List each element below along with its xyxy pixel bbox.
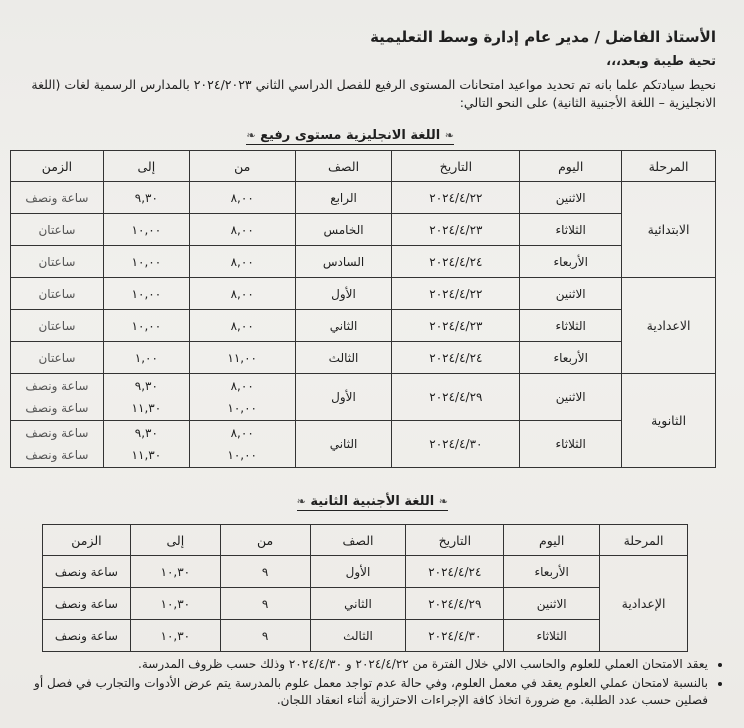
notes-section (22, 656, 722, 711)
header-from: من (189, 151, 295, 182)
from-cell: ١١,٠٠ (189, 342, 295, 374)
to-value-1: ٩,٣٠ (134, 426, 158, 440)
header-stage: المرحلة (600, 525, 688, 556)
header-from: من (220, 525, 310, 556)
duration-cell: ساعة ونصف (43, 556, 131, 588)
duration-cell: ساعتان (11, 310, 104, 342)
duration-cell: ساعتان (11, 214, 104, 246)
date-cell: ٢٠٢٤/٤/٢٩ (406, 588, 504, 620)
table-row (11, 278, 716, 310)
day-cell: الاثنين (504, 588, 600, 620)
table-row (11, 246, 716, 278)
duration-cell: ساعة ونصف (43, 588, 131, 620)
stage-cell-secondary: الثانوية (622, 374, 716, 468)
stage-cell-preparatory: الإعدادية (600, 556, 688, 652)
intro-paragraph: نحيط سيادتكم علما بانه تم تحديد مواعيد امتحانات المستوى الرفيع للفصل الدراسي الثاني ٢٠٢٤/٢٠٢٣ بالمدارس الرسمية لغات (اللغة الانجليزية – اللغة الأجنبية الثانية) على النحو التالي: (31, 77, 716, 110)
table-row (11, 342, 716, 374)
ornament-icon: ❧ (296, 495, 306, 508)
duration-cell: ساعتان (11, 278, 104, 310)
grade-cell: الرابع (295, 182, 392, 214)
date-cell: ٢٠٢٤/٤/٢٤ (406, 556, 504, 588)
salutation: الأستاذ الفاضل / مدير عام إدارة وسط التعليمية (370, 28, 716, 46)
greeting: تحية طيبة وبعد،،، (606, 54, 716, 69)
day-cell: الأربعاء (520, 342, 622, 374)
from-cell (189, 421, 295, 468)
day-cell: الثلاثاء (504, 620, 600, 652)
header-day: اليوم (520, 151, 622, 182)
duration-cell: ساعة ونصف (43, 620, 131, 652)
day-cell: الاثنين (520, 182, 622, 214)
duration-cell (11, 421, 104, 468)
header-to: إلى (103, 151, 189, 182)
grade-cell: الثالث (295, 342, 392, 374)
date-cell: ٢٠٢٤/٤/٢٤ (392, 246, 520, 278)
to-cell: ٩,٣٠ (103, 182, 189, 214)
grade-cell: الثاني (295, 310, 392, 342)
from-cell: ٨,٠٠ (189, 182, 295, 214)
grade-cell: الثالث (310, 620, 406, 652)
date-cell: ٢٠٢٤/٤/٢٣ (392, 310, 520, 342)
to-cell: ١٠,٠٠ (103, 310, 189, 342)
top-edge (0, 0, 744, 10)
from-cell: ٨,٠٠ (189, 214, 295, 246)
from-cell (189, 374, 295, 421)
grade-cell: الثاني (295, 421, 392, 468)
grade-cell: السادس (295, 246, 392, 278)
to-value-1: ٩,٣٠ (134, 379, 158, 393)
from-cell: ٨,٠٠ (189, 278, 295, 310)
day-cell: الأربعاء (520, 246, 622, 278)
stage-cell-preparatory: الاعدادية (622, 278, 716, 374)
from-cell: ٩ (220, 588, 310, 620)
from-cell: ٨,٠٠ (189, 246, 295, 278)
to-cell: ١,٠٠ (103, 342, 189, 374)
second-language-table-title (297, 494, 448, 511)
table-row (11, 214, 716, 246)
table-row (11, 182, 716, 214)
to-cell: ١٠,٠٠ (103, 246, 189, 278)
english-table-title (246, 128, 454, 145)
header-day: اليوم (504, 525, 600, 556)
header-to: إلى (130, 525, 220, 556)
from-value-1: ٨,٠٠ (230, 426, 254, 440)
date-cell: ٢٠٢٤/٤/٢٣ (392, 214, 520, 246)
ornament-icon: ❧ (438, 495, 448, 508)
grade-cell: الثاني (310, 588, 406, 620)
grade-cell: الأول (310, 556, 406, 588)
duration-value-1: ساعة ونصف (25, 426, 89, 440)
table-header-row (11, 151, 716, 182)
table-header-row (43, 525, 688, 556)
duration-value-2: ساعة ونصف (25, 448, 89, 462)
grade-cell: الأول (295, 374, 392, 421)
date-cell: ٢٠٢٤/٤/٢٩ (392, 374, 520, 421)
to-cell (103, 374, 189, 421)
table-row (43, 556, 688, 588)
to-cell: ١٠,٣٠ (130, 556, 220, 588)
day-cell: الثلاثاء (520, 310, 622, 342)
note-item: • يعقد الامتحان العملي للعلوم والحاسب الالي خلال الفترة من ٢٠٢٤/٤/٢٢ و ٢٠٢٤/٤/٣٠ وذلك حسب ظروف المدرسة. (22, 656, 708, 673)
to-cell: ١٠,٠٠ (103, 278, 189, 310)
to-cell: ١٠,٣٠ (130, 620, 220, 652)
second-language-schedule-table (42, 524, 688, 652)
ornament-icon: ❧ (246, 129, 256, 142)
duration-cell: ساعة ونصف (11, 182, 104, 214)
to-cell: ١٠,٣٠ (130, 588, 220, 620)
to-cell: ١٠,٠٠ (103, 214, 189, 246)
to-cell (103, 421, 189, 468)
date-cell: ٢٠٢٤/٤/٣٠ (392, 421, 520, 468)
table-row (11, 310, 716, 342)
grade-cell: الخامس (295, 214, 392, 246)
to-value-2: ١١,٣٠ (131, 448, 162, 462)
from-cell: ٩ (220, 556, 310, 588)
day-cell: الثلاثاء (520, 214, 622, 246)
date-cell: ٢٠٢٤/٤/٢٢ (392, 182, 520, 214)
header-date: التاريخ (392, 151, 520, 182)
day-cell: الاثنين (520, 374, 622, 421)
duration-value-2: ساعة ونصف (25, 401, 89, 415)
table-row (11, 421, 716, 468)
table-row (43, 588, 688, 620)
note-item: • بالنسبة لامتحان عملي العلوم يعقد في معمل العلوم، وفي حالة عدم تواجد معمل علوم بالمدرسة يتم عرض الأدوات والتجارب في فصل أو فصلين حسب عدد الطلبة. مع ضرورة اتخاذ كافة الإجراءات الاحترازية أثناء انعقاد اللجان. (22, 675, 708, 709)
english-schedule-table (10, 150, 716, 468)
english-table-title-text: اللغة الانجليزية مستوى رفيع (260, 128, 441, 143)
stage-cell-primary: الابتدائية (622, 182, 716, 278)
grade-cell: الأول (295, 278, 392, 310)
header-grade: الصف (310, 525, 406, 556)
header-duration: الزمن (43, 525, 131, 556)
duration-cell (11, 374, 104, 421)
from-value-2: ١٠,٠٠ (227, 448, 257, 462)
from-value-1: ٨,٠٠ (230, 379, 254, 393)
from-value-2: ١٠,٠٠ (227, 401, 257, 415)
table-row (43, 620, 688, 652)
duration-cell: ساعتان (11, 246, 104, 278)
ornament-icon: ❧ (444, 129, 454, 142)
day-cell: الاثنين (520, 278, 622, 310)
header-duration: الزمن (11, 151, 104, 182)
day-cell: الأربعاء (504, 556, 600, 588)
from-cell: ٨,٠٠ (189, 310, 295, 342)
date-cell: ٢٠٢٤/٤/٢٢ (392, 278, 520, 310)
date-cell: ٢٠٢٤/٤/٣٠ (406, 620, 504, 652)
day-cell: الثلاثاء (520, 421, 622, 468)
duration-cell: ساعتان (11, 342, 104, 374)
header-date: التاريخ (406, 525, 504, 556)
header-stage: المرحلة (622, 151, 716, 182)
from-cell: ٩ (220, 620, 310, 652)
to-value-2: ١١,٣٠ (131, 401, 162, 415)
second-language-title-text: اللغة الأجنبية الثانية (310, 494, 435, 509)
duration-value-1: ساعة ونصف (25, 379, 89, 393)
table-row (11, 374, 716, 421)
date-cell: ٢٠٢٤/٤/٢٤ (392, 342, 520, 374)
header-grade: الصف (295, 151, 392, 182)
